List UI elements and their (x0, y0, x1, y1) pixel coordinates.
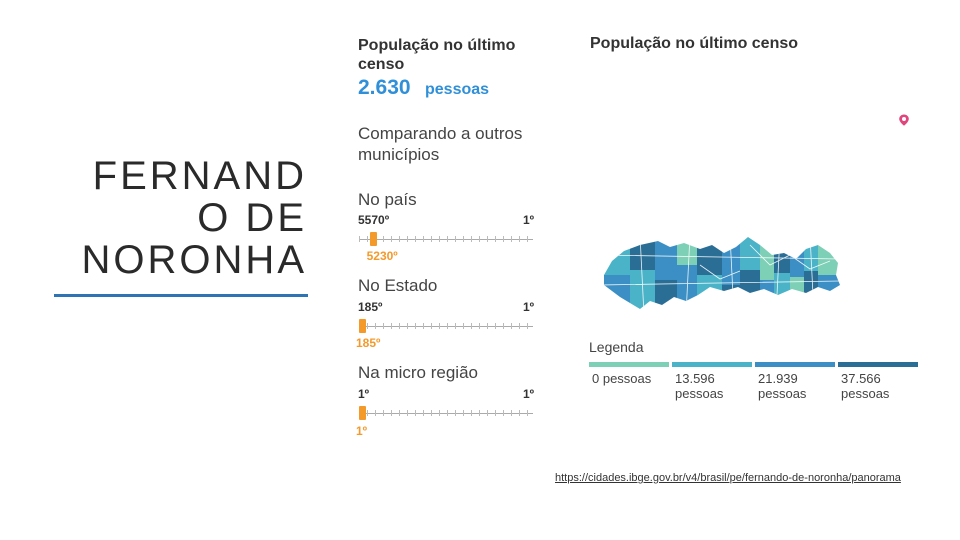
rank-state-marker (359, 319, 366, 333)
rank-state-position: 185º (356, 336, 381, 350)
rank-state-ticks (359, 323, 533, 329)
legend-swatch-3 (755, 362, 835, 367)
rank-microregion-marker (359, 406, 366, 420)
slide-title (47, 155, 307, 281)
map-regions (600, 235, 840, 315)
legend-item-1 (589, 362, 669, 386)
legend-item-3 (755, 362, 835, 401)
rank-microregion-label: Na micro região (358, 363, 478, 382)
rank-country-label: No país (358, 190, 417, 209)
rank-state-left: 185º (358, 300, 383, 314)
map-title: População no último censo (590, 35, 799, 52)
legend-item-2 (672, 362, 752, 401)
state-map[interactable] (600, 235, 840, 315)
panel-title: População no último censo (358, 37, 516, 73)
legend-label-1: 0 pessoas (592, 371, 652, 386)
rank-microregion-position: 1º (356, 424, 368, 438)
rank-country-position: 5230º (366, 249, 398, 263)
legend-item-4 (838, 362, 918, 401)
rank-country-right: 1º (523, 213, 535, 227)
source-link[interactable]: https://cidades.ibge.gov.br/v4/brasil/pe/fernando-de-noronha/panorama (555, 472, 901, 484)
rank-state-label: No Estado (358, 276, 438, 295)
legend-label-4: 37.566 pessoas (841, 371, 890, 401)
legend-swatch-1 (589, 362, 669, 367)
rank-microregion-right: 1º (523, 387, 535, 401)
legend-swatch-4 (838, 362, 918, 367)
map-pin-icon[interactable] (898, 114, 910, 126)
compare-title: Comparando a outros municípios (358, 124, 523, 164)
legend-label-2: 13.596 pessoas (675, 371, 724, 401)
rank-microregion-left: 1º (358, 387, 370, 401)
slide-title-line-2: O DE (197, 196, 307, 240)
rank-country-left: 5570º (358, 213, 390, 227)
slide-title-line-3: NORONHA (81, 238, 307, 282)
rank-microregion-ticks (359, 410, 533, 416)
legend-label-3: 21.939 pessoas (758, 371, 807, 401)
rank-country-ticks (359, 236, 533, 242)
rank-country-marker (370, 232, 377, 246)
slide-title-line-1: FERNAND (92, 154, 307, 198)
population-unit: pessoas (425, 81, 490, 98)
rank-state-right: 1º (523, 300, 535, 314)
population-panel (345, 30, 545, 440)
legend-swatch-2 (672, 362, 752, 367)
legend-title: Legenda (589, 339, 644, 355)
population-number: 2.630 (358, 76, 411, 99)
title-underline (54, 294, 308, 297)
